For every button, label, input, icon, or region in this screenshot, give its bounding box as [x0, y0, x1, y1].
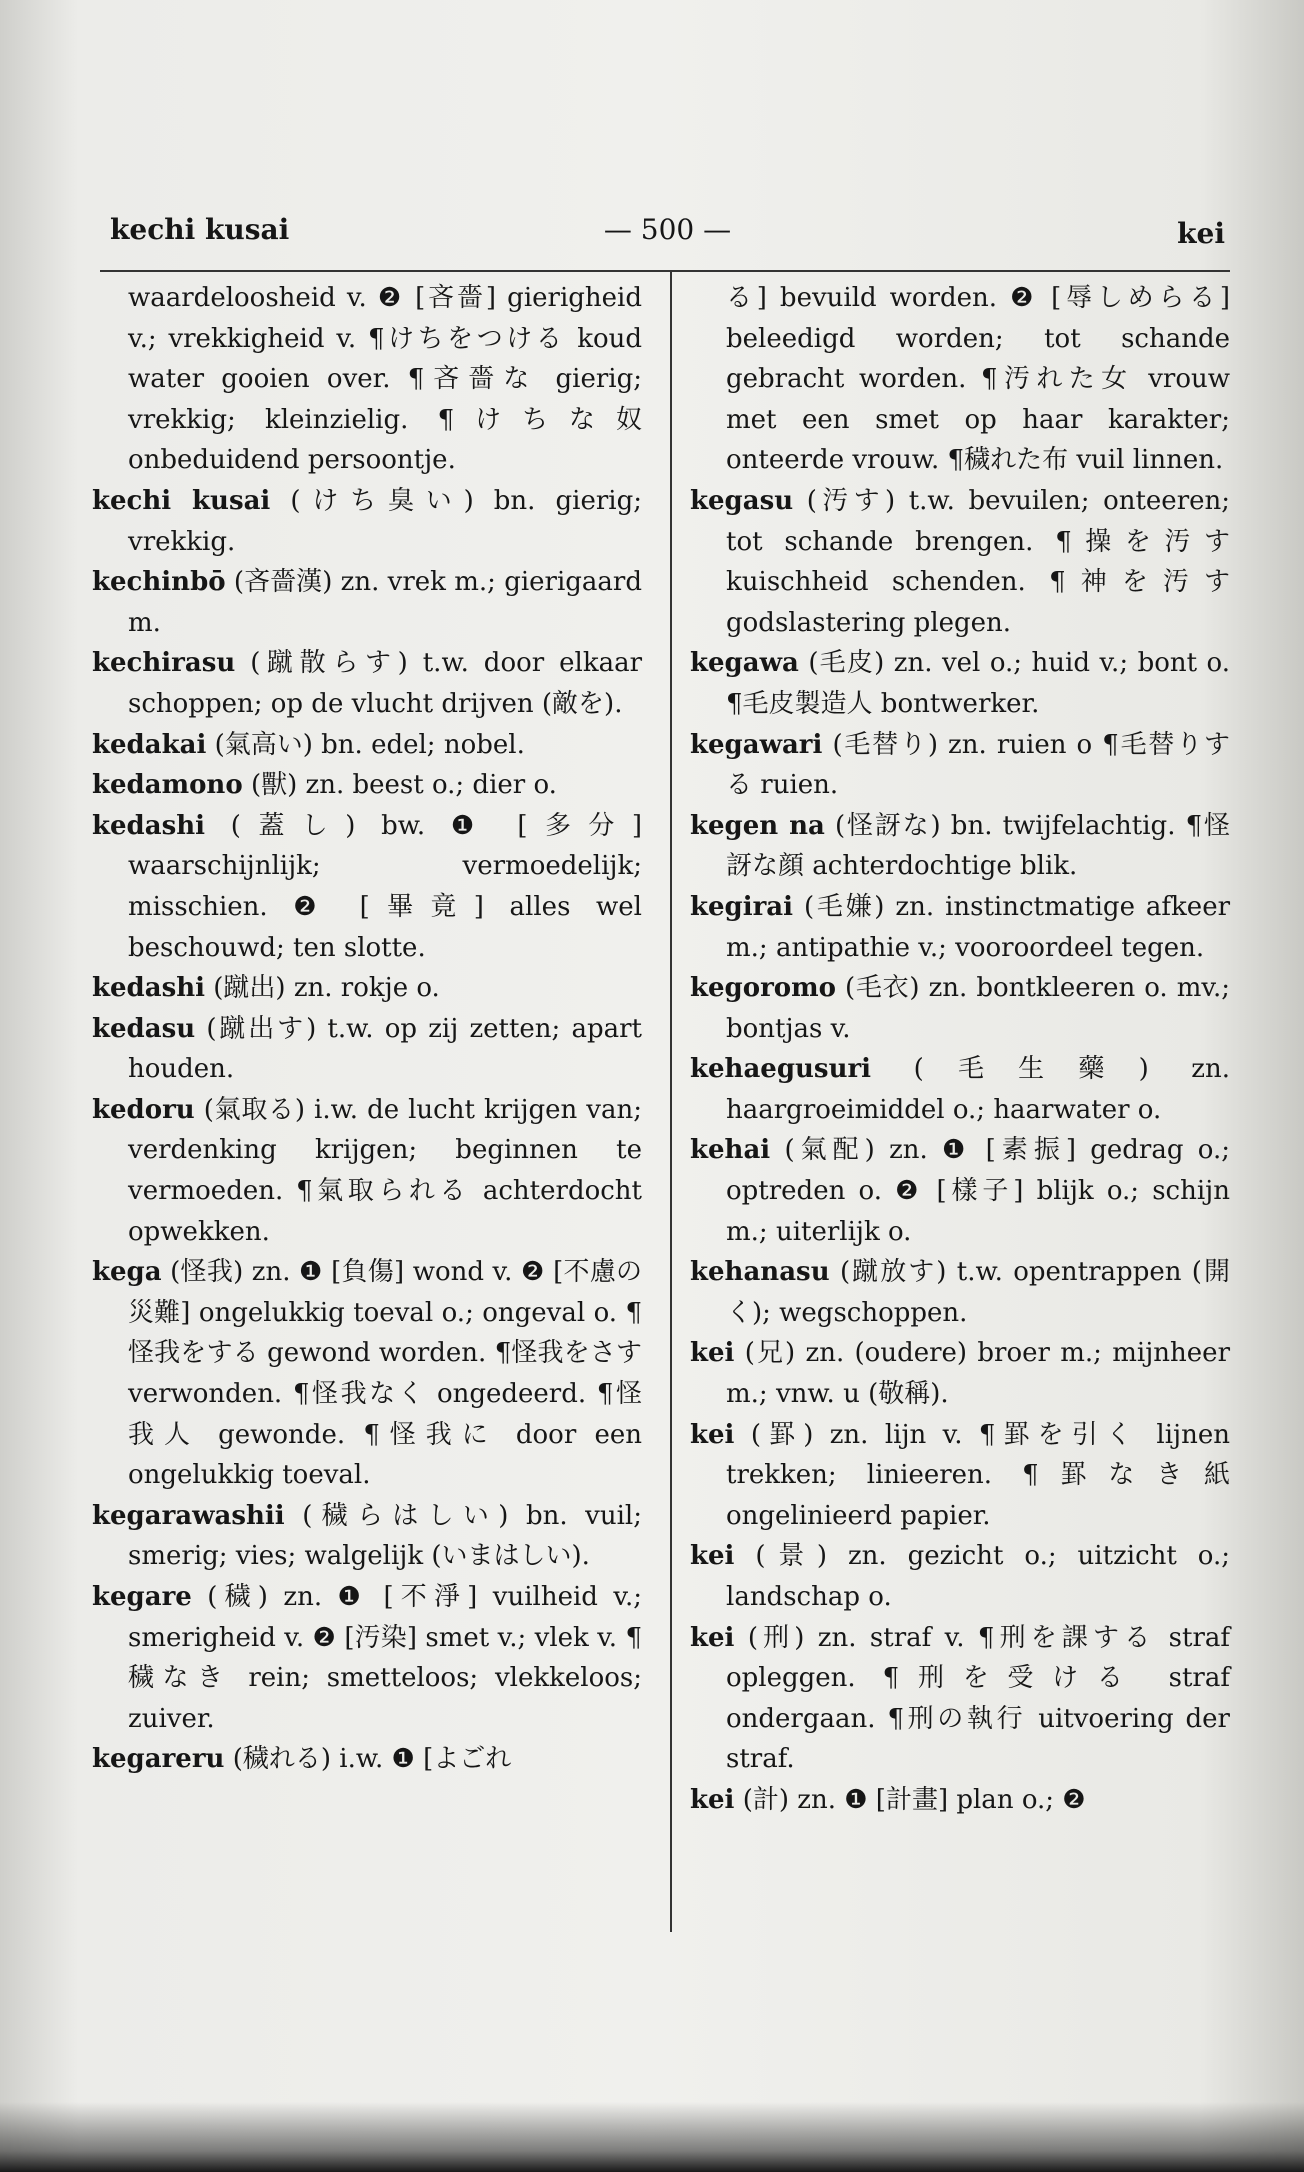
- entry-headword: kechinbō: [92, 567, 226, 598]
- entry-headword: kegawari: [690, 729, 823, 760]
- entry-headword: kegareru: [92, 1744, 225, 1775]
- page-number: — 500 —: [603, 213, 732, 246]
- entry-headword: kedoru: [92, 1094, 195, 1125]
- entry-headword: kei: [690, 1419, 735, 1450]
- entry-headword: kegoromo: [690, 973, 836, 1004]
- dictionary-entry: [92, 278, 642, 481]
- dictionary-entry: [690, 481, 1230, 643]
- entry-headword: kegawa: [690, 648, 799, 679]
- dictionary-entry: [690, 1415, 1230, 1537]
- entry-definition: (氣高い) bn. edel; nobel.: [214, 729, 525, 760]
- left-column: [92, 278, 642, 1780]
- entry-definition: (刑) zn. straf v. ¶刑を課する straf opleggen. ¶刑を受ける straf ondergaan. ¶刑の執行 uitvoering der straf.: [726, 1622, 1231, 1775]
- entry-headword: kegen na: [690, 810, 825, 841]
- dictionary-entry: [92, 1577, 642, 1739]
- dictionary-entry: [690, 1780, 1230, 1821]
- dictionary-entry: [92, 806, 642, 968]
- dictionary-entry: [92, 1090, 642, 1252]
- page-edge-shadow: [0, 2102, 1304, 2172]
- entry-headword: kei: [690, 1541, 735, 1572]
- dictionary-entry: [690, 278, 1230, 481]
- entry-definition: (蹴出) zn. rokje o.: [213, 973, 440, 1004]
- entry-headword: kedashi: [92, 973, 206, 1004]
- dictionary-entry: [92, 481, 642, 562]
- entry-definition: waardeloosheid v. ❷ [吝嗇] gierigheid v.; vrekkigheid v. ¶けちをつける koud water gooien over. ¶吝嗇な gierig; vrekkig; kleinzielig. ¶けちな奴 onbeduidend persoontje.: [128, 283, 642, 476]
- dictionary-entry: [690, 725, 1230, 806]
- dictionary-entry: [690, 806, 1230, 887]
- column-divider: [670, 272, 672, 1932]
- entry-definition: (穢れる) i.w. ❶ [よごれ: [232, 1744, 512, 1775]
- dictionary-entry: [92, 1496, 642, 1577]
- dictionary-entry: [690, 1333, 1230, 1414]
- dictionary-entry: [92, 1739, 642, 1780]
- entry-definition: (景) zn. gezicht o.; uitzicht o.; landschap o.: [726, 1541, 1230, 1612]
- entry-headword: kei: [690, 1784, 735, 1815]
- entry-headword: kegarawashii: [92, 1500, 285, 1531]
- entry-headword: kedashi: [92, 810, 206, 841]
- dictionary-entry: [690, 1049, 1230, 1130]
- entry-headword: kegare: [92, 1582, 192, 1612]
- entry-headword: kechi kusai: [92, 485, 271, 516]
- running-header: [110, 205, 1225, 265]
- entry-definition: (計) zn. ❶ [計畫] plan o.; ❷: [742, 1784, 1086, 1815]
- entry-headword: kehanasu: [690, 1257, 830, 1288]
- entry-definition: (汚す) t.w. bevuilen; onteeren; tot schande brengen. ¶操を汚す kuischheid schenden. ¶神を汚す godslastering plegen.: [726, 485, 1231, 638]
- dictionary-entry: [92, 1009, 642, 1090]
- dictionary-entry: [92, 725, 642, 766]
- entry-definition: (けち臭い) bn. gierig; vrekkig.: [128, 485, 643, 557]
- right-column: [690, 278, 1230, 1821]
- dictionary-entry: [690, 1130, 1230, 1252]
- entry-definition: (穢らはしい) bn. vuil; smerig; vies; walgelijk (いまはしい).: [128, 1500, 643, 1572]
- dictionary-entry: [690, 643, 1230, 724]
- entry-definition: (毛衣) zn. bontkleeren o. mv.; bontjas v.: [726, 973, 1230, 1044]
- dictionary-entry: [92, 643, 642, 724]
- entry-headword: kega: [92, 1257, 162, 1288]
- entry-definition: (氣配) zn. ❶ [素振] gedrag o.; optreden o. ❷ [樣子] blijk o.; schijn m.; uiterlijk o.: [726, 1135, 1230, 1247]
- entry-definition: (蹴散らす) t.w. door elkaar schoppen; op de vlucht drijven (敵を).: [128, 648, 643, 719]
- dictionary-entry: [690, 968, 1230, 1049]
- entry-definition: (毛生藥) zn. haargroeimiddel o.; haarwater o.: [726, 1054, 1230, 1125]
- entry-headword: kechirasu: [92, 648, 236, 679]
- entry-headword: kehai: [690, 1135, 771, 1166]
- dictionary-entry: [92, 562, 642, 643]
- entry-headword: kegasu: [690, 485, 794, 516]
- entry-definition: (兄) zn. (oudere) broer m.; mijnheer m.; vnw. u (敬稱).: [726, 1338, 1230, 1410]
- entry-definition: (毛皮) zn. vel o.; huid v.; bont o. ¶毛皮製造人 bontwerker.: [726, 648, 1231, 719]
- entry-definition: (蹴出す) t.w. op zij zetten; apart houden.: [128, 1013, 643, 1085]
- entry-definition: (穢) zn. ❶ [不淨] vuilheid v.; smerigheid v. ❷ [汚染] smet v.; vlek v. ¶穢なき rein; smetteloos; vlekkeloos; zuiver.: [128, 1582, 642, 1734]
- entry-definition: (毛嫌) zn. instinctmatige afkeer m.; antipathie v.; vooroordeel tegen.: [726, 891, 1231, 963]
- header-last-guideword: kei: [1177, 217, 1225, 250]
- entry-definition: (獸) zn. beest o.; dier o.: [250, 770, 557, 801]
- entry-headword: kei: [690, 1622, 735, 1653]
- entry-definition: (蹴放す) t.w. opentrappen (開く); wegschoppen.: [726, 1257, 1230, 1328]
- entry-definition: (罫) zn. lijn v. ¶罫を引く lijnen trekken; linieeren. ¶罫なき紙 ongelinieerd papier.: [726, 1419, 1230, 1531]
- entry-headword: kegirai: [690, 891, 794, 922]
- dictionary-entry: [92, 765, 642, 806]
- header-rule: [100, 270, 1230, 272]
- entry-headword: kehaegusuri: [690, 1054, 872, 1085]
- entry-definition: (吝嗇漢) zn. vrek m.; gierigaard m.: [128, 567, 642, 638]
- entry-headword: kedamono: [92, 770, 243, 801]
- dictionary-entry: [690, 1618, 1230, 1780]
- entry-definition: る] bevuild worden. ❷ [辱しめらる] beleedigd worden; tot schande gebracht worden. ¶汚れた女 vrouw met een smet op haar karakter; onteerde vrouw. ¶穢れた布 vuil linnen.: [726, 283, 1230, 476]
- entry-definition: (毛替り) zn. ruien o ¶毛替りする ruien.: [726, 729, 1231, 801]
- dictionary-entry: [690, 1252, 1230, 1333]
- dictionary-entry: [92, 968, 642, 1009]
- dictionary-entry: [92, 1252, 642, 1496]
- header-first-guideword: kechi kusai: [110, 213, 290, 246]
- entry-definition: (蓋し) bw. ❶ [多分] waarschijnlijk; vermoedelijk; misschien. ❷ [畢竟] alles wel beschouwd; ten slotte.: [128, 810, 642, 963]
- dictionary-entry: [690, 887, 1230, 968]
- entry-headword: kedakai: [92, 729, 207, 760]
- entry-headword: kedasu: [92, 1013, 196, 1044]
- entry-definition: (怪我) zn. ❶ [負傷] wond v. ❷ [不慮の災難] ongelukkig toeval o.; ongeval o. ¶怪我をする gewond worden. ¶怪我をさす verwonden. ¶怪我なく ongedeerd. ¶怪我人 gewonde. ¶怪我に door een ongelukkig toeval.: [128, 1257, 643, 1491]
- dictionary-entry: [690, 1536, 1230, 1617]
- entry-headword: kei: [690, 1338, 735, 1369]
- entry-definition: (怪訝な) bn. twijfelachtig. ¶怪訝な顔 achterdochtige blik.: [726, 810, 1230, 882]
- entry-definition: (氣取る) i.w. de lucht krijgen van; verdenking krijgen; beginnen te vermoeden. ¶氣取られる achterdocht opwekken.: [128, 1094, 642, 1247]
